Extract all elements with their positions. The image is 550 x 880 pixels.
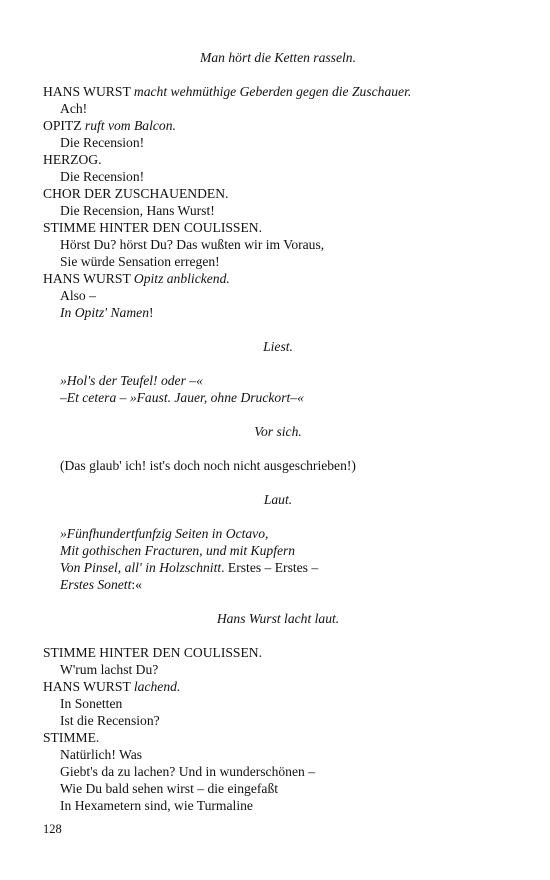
blank-line [43, 627, 513, 644]
speaker-line [43, 729, 513, 746]
text-run: Von Pinsel, all' in Holzschnitt [60, 560, 222, 575]
text-run: HERZOG. [43, 152, 102, 167]
text-run: W'rum lachst Du? [60, 662, 159, 677]
text-run: Sie würde Sensation erregen! [60, 254, 220, 269]
text-run: STIMME HINTER DEN COULISSEN. [43, 220, 263, 235]
verse-line [43, 780, 513, 797]
stage-direction [43, 610, 513, 627]
stage-direction [43, 49, 513, 66]
text-run: Hans Wurst lacht laut. [216, 611, 340, 626]
verse-line [43, 202, 513, 219]
play-text [43, 49, 513, 814]
text-run: Die Recension! [60, 135, 145, 150]
text-run: HANS WURST [43, 271, 134, 286]
blank-line [43, 474, 513, 491]
text-run: OPITZ [43, 118, 85, 133]
speaker-line [43, 151, 513, 168]
verse-line [43, 134, 513, 151]
text-run: lachend. [133, 679, 181, 694]
text-run: Natürlich! Was [60, 747, 143, 762]
text-run: Man hört die Ketten rasseln. [200, 50, 356, 65]
stage-direction [43, 338, 513, 355]
speaker-line [43, 678, 513, 695]
verse-line [43, 695, 513, 712]
verse-line [43, 287, 513, 304]
text-run: STIMME HINTER DEN COULISSEN. [43, 645, 263, 660]
verse-line [43, 797, 513, 814]
text-run: HANS WURST [43, 84, 134, 99]
blank-line [43, 66, 513, 83]
text-run: Ach! [60, 101, 88, 116]
verse-line [43, 100, 513, 117]
verse-line [43, 661, 513, 678]
text-run: (Das glaub' ich! ist's doch noch nicht ausgeschrieben!) [60, 458, 356, 473]
text-run: ! [149, 305, 154, 320]
verse-line [43, 457, 513, 474]
text-run: Also – [60, 288, 96, 303]
speaker-line [43, 644, 513, 661]
verse-line [43, 542, 513, 559]
blank-line [43, 508, 513, 525]
text-run: »Fünfhundertfunfzig Seiten in Octavo, [60, 526, 269, 541]
stage-direction [43, 491, 513, 508]
verse-line [43, 763, 513, 780]
blank-line [43, 593, 513, 610]
speaker-line [43, 83, 513, 100]
verse-line [43, 559, 513, 576]
speaker-line [43, 219, 513, 236]
speaker-line [43, 117, 513, 134]
blank-line [43, 355, 513, 372]
text-run: Hörst Du? hörst Du? Das wußten wir im Voraus, [60, 237, 325, 252]
text-run: In Opitz' Namen [60, 305, 149, 320]
verse-line [43, 746, 513, 763]
text-run: Ist die Recension? [60, 713, 160, 728]
verse-line [43, 525, 513, 542]
verse-line [43, 372, 513, 389]
text-run: In Hexametern sind, wie Turmaline [60, 798, 253, 813]
text-run: ruft vom Balcon. [84, 118, 176, 133]
blank-line [43, 321, 513, 338]
verse-line [43, 712, 513, 729]
text-run: Opitz anblickend. [133, 271, 230, 286]
verse-line [43, 253, 513, 270]
verse-line [43, 304, 513, 321]
text-run: »Hol's der Teufel! oder –« [60, 373, 203, 388]
text-run: STIMME. [43, 730, 100, 745]
verse-line [43, 236, 513, 253]
page-number: 128 [43, 822, 62, 836]
text-run: Erstes Sonett [60, 577, 132, 592]
stage-direction [43, 423, 513, 440]
text-run: Giebt's da zu lachen? Und in wunderschönen – [60, 764, 315, 779]
text-run: Die Recension! [60, 169, 145, 184]
text-run: CHOR DER ZUSCHAUENDEN. [43, 186, 229, 201]
text-run: :« [131, 577, 142, 592]
text-run: Mit gothischen Fracturen, und mit Kupfern [60, 543, 296, 558]
speaker-line [43, 270, 513, 287]
text-run: –Et cetera – »Faust. Jauer, ohne Druckort–« [60, 390, 304, 405]
text-run: Liest. [263, 339, 293, 354]
text-run: Vor sich. [254, 424, 302, 439]
text-run: Wie Du bald sehen wirst – die eingefaßt [60, 781, 279, 796]
blank-line [43, 440, 513, 457]
text-run: HANS WURST [43, 679, 134, 694]
text-run: macht wehmüthige Geberden gegen die Zuschauer. [133, 84, 412, 99]
verse-line [43, 168, 513, 185]
verse-line [43, 576, 513, 593]
text-run: In Sonetten [60, 696, 123, 711]
blank-line [43, 406, 513, 423]
text-run: . Erstes – Erstes – [221, 560, 319, 575]
verse-line [43, 389, 513, 406]
text-run: Laut. [263, 492, 293, 507]
speaker-line [43, 185, 513, 202]
text-run: Die Recension, Hans Wurst! [60, 203, 215, 218]
